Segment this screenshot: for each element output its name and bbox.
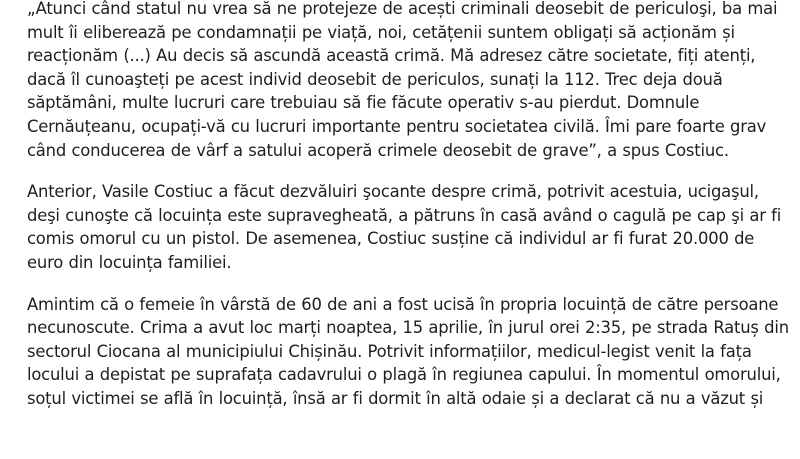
quote-paragraph: „Atunci când statul nu vrea să ne protejeze de acești criminali deosebit de periculoşi, ba mai mult îi eliberează pe condamnații pe viață, noi, cetățenii suntem obligați să acționăm și reacționăm (...) Au decis să ascundă această crimă. Mă adresez către societate, fiți atenți, dacă îl cunoaşteți pe acest individ deosebit de periculos, sunați la 112. Trec deja două săptămâni, multe lucruri care trebuiau să fie făcute operativ s-au pierdut. Domnule Cernăuțeanu, ocupați-vă cu lucruri importante pentru societatea civilă. Îmi pare foarte grav când conducerea de vârf a satului acoperă crimele deosebit de grave”, a spus Costiuc. — [27, 0, 778, 160]
background-paragraph: Amintim că o femeie în vârstă de 60 de ani a fost ucisă în propria locuință de către persoane necunoscute. Crima a avut loc marți noaptea, 15 aprilie, în jurul orei 2:35, pe strada Ratuș din sectorul Ciocana al municipiului Chișinău. Potrivit informațiilor, medicul-legist venit la fața locului a depistat pe suprafața cadavrului o plagă în regiunea capului. În momentul omorului, soțul victimei se află în locuință, însă ar fi dormit în altă odaie și a declarat că nu a văzut și — [27, 294, 789, 408]
article-body — [27, 0, 799, 429]
allegations-paragraph: Anterior, Vasile Costiuc a făcut dezvăluiri şocante despre crimă, potrivit acestuia, ucigaşul, deşi cunoşte că locuința este supravegheată, a pătruns în casă având o cagulă pe cap şi ar fi comis omorul cu un pistol. De asemenea, Costiuc susține că individul ar fi furat 20.000 de euro din locuința familiei. — [27, 182, 782, 272]
